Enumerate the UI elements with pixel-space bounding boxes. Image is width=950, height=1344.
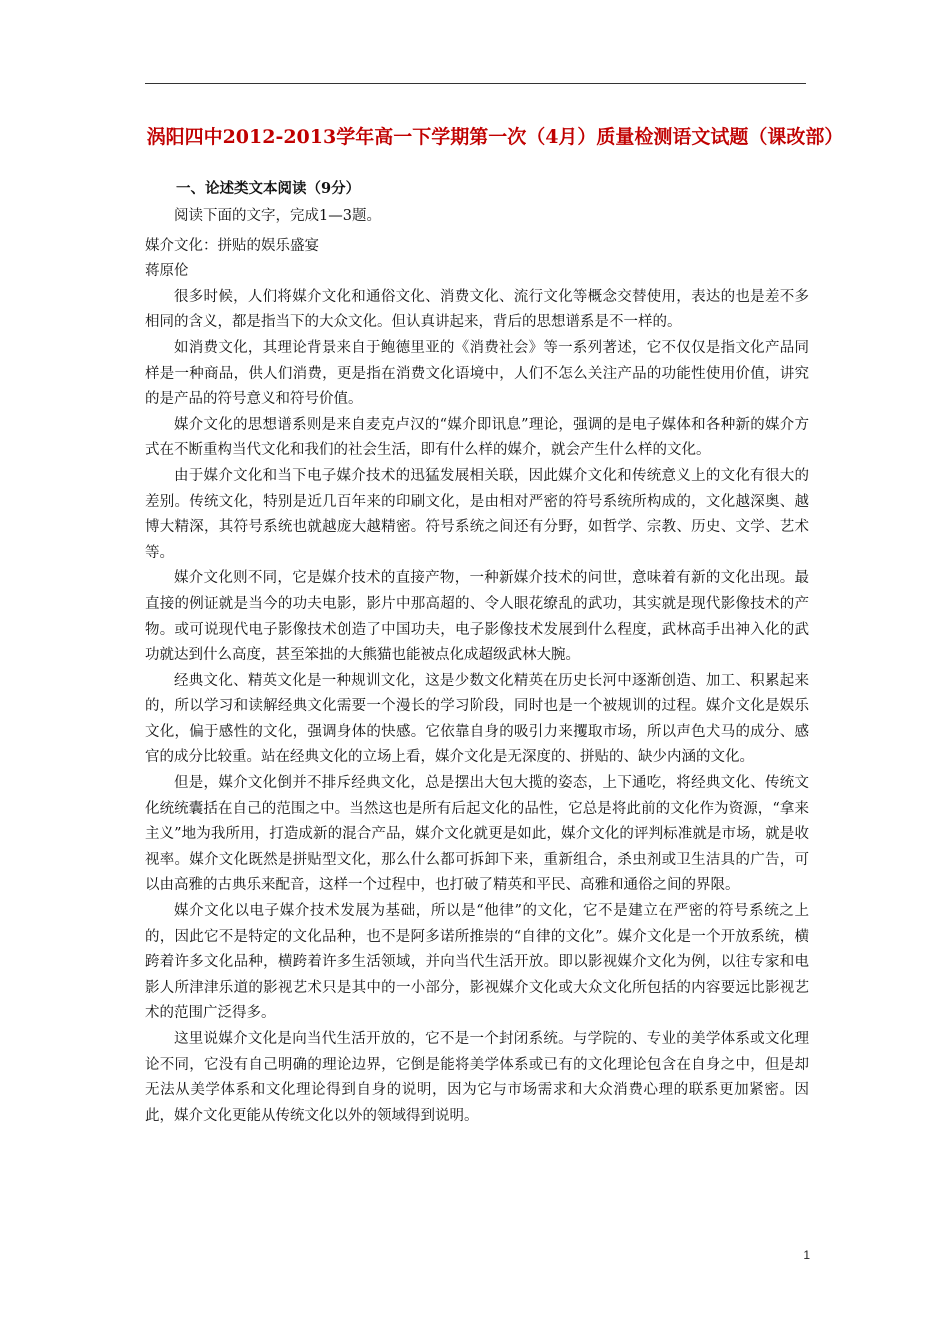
article-author: 蒋原伦: [145, 263, 189, 280]
paragraph: 这里说媒介文化是向当代生活开放的，它不是一个封闭系统。与学院的、专业的美学体系或文化理论不同，它没有自己明确的理论边界，它倒是能将美学体系或已有的文化理论包含在自身之中，但是却无法从美学体系和文化理论得到自身的说明，因为它与市场需求和大众消费心理的联系更加紧密。因此，媒介文化更能从传统文化以外的领域得到说明。: [145, 1031, 809, 1124]
paragraph: 很多时候，人们将媒介文化和通俗文化、消费文化、流行文化等概念交替使用，表达的也是差不多相同的含义，都是指当下的大众文化。但认真讲起来，背后的思想谱系是不一样的。: [145, 288, 809, 331]
section-heading: 一、论述类文本阅读（9分）: [176, 180, 361, 197]
paragraph: 如消费文化，其理论背景来自于鲍德里亚的《消费社会》等一系列著述，它不仅仅是指文化产品同样是一种商品，供人们消费，更是指在消费文化语境中，人们不怎么关注产品的功能性使用价值，讲究的是产品的符号意义和符号价值。: [145, 339, 809, 408]
page-number: 1: [803, 1248, 810, 1262]
paragraph: 媒介文化则不同，它是媒介技术的直接产物，一种新媒介技术的问世，意味着有新的文化出现。最直接的例证就是当今的功夫电影，影片中那高超的、令人眼花缭乱的武功，其实就是现代影像技术的产物。或可说现代电子影像技术创造了中国功夫，电子影像技术发展到什么程度，武林高手出神入化的武功就达到什么高度，甚至笨拙的大熊猫也能被点化成超级武林大腕。: [145, 570, 809, 664]
article-title: 媒介文化：拼贴的娱乐盛宴: [145, 237, 319, 254]
paragraph: 媒介文化以电子媒介技术发展为基础，所以是“他律”的文化，它不是建立在严密的符号系统之上的，因此它不是特定的文化品种，也不是阿多诺所推崇的“自律的文化”。媒介文化是一个开放系统，横跨着许多文化品种，横跨着许多生活领域，并向当代生活开放。即以影视媒介文化为例，以往专家和电影人所津津乐道的影视艺术只是其中的一小部分，影视媒介文化或大众文化所包括的内容要远比影视艺术的范围广泛得多。: [145, 903, 809, 1022]
paragraph: 但是，媒介文化倒并不排斥经典文化，总是摆出大包大揽的姿态，上下通吃，将经典文化、传统文化统统囊括在自己的范围之中。当然这也是所有后起文化的品性，它总是将此前的文化作为资源，“拿来主义”地为我所用，打造成新的混合产品，媒介文化就更是如此，媒介文化的评判标准就是市场，就是收视率。媒介文化既然是拼贴型文化，那么什么都可拆卸下来，重新组合，杀虫剂或卫生洁具的广告，可以由高雅的古典乐来配音，这样一个过程中，也打破了精英和平民、高雅和通俗之间的界限。: [145, 775, 809, 894]
paragraph: 媒介文化的思想谱系则是来自麦克卢汉的“媒介即讯息”理论，强调的是电子媒体和各种新的媒介方式在不断重构当代文化和我们的社会生活，即有什么样的媒介，就会产生什么样的文化。: [145, 416, 809, 459]
paragraph: 经典文化、精英文化是一种规训文化，这是少数文化精英在历史长河中逐渐创造、加工、积累起来的，所以学习和读解经典文化需要一个漫长的学习阶段，同时也是一个被规训的过程。媒介文化是娱乐文化，偏于感性的文化，强调身体的快感。它依靠自身的吸引力来攫取市场，所以声色犬马的成分、感官的成分比较重。站在经典文化的立场上看，媒介文化是无深度的、拼贴的、缺少内涵的文化。: [145, 672, 809, 766]
page-title: 涡阳四中2012-2013学年高一下学期第一次（4月）质量检测语文试题（课改部）: [146, 126, 844, 148]
header-rule: [145, 83, 806, 84]
article-body: [145, 204, 809, 1129]
reading-instruction: 阅读下面的文字，完成1—3题。: [174, 208, 381, 224]
paragraph: 由于媒介文化和当下电子媒介技术的迅猛发展相关联，因此媒介文化和传统意义上的文化有很大的差别。传统文化，特别是近几百年来的印刷文化，是由相对严密的符号系统所构成的，文化越深奥、越博大精深，其符号系统也就越庞大越精密。符号系统之间还有分野，如哲学、宗教、历史、文学、艺术等。: [145, 467, 809, 561]
